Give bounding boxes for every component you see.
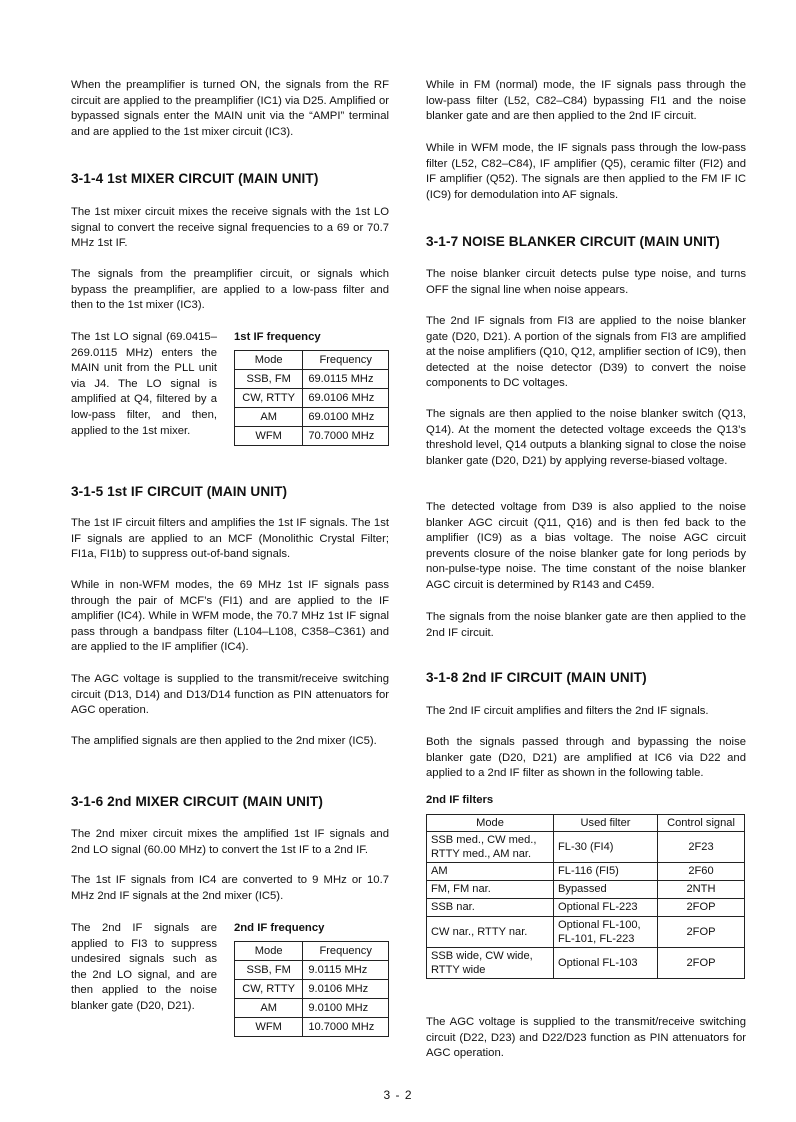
cell-mode: SSB med., CW med., RTTY med., AM nar.	[427, 831, 554, 862]
table-row	[427, 831, 745, 862]
filters-table	[426, 814, 745, 979]
cell-frequency: 70.7000 MHz	[303, 426, 389, 445]
paragraph-1st-lo: The 1st LO signal (69.0415–269.0115 MHz) enters the MAIN unit from the PLL unit via J4. The LO signal is amplified at Q4, filtered by a low-pass filter, and then, applied to the 1st mixer.	[71, 331, 217, 437]
cell-mode: AM	[235, 998, 303, 1017]
table-row	[427, 947, 745, 978]
heading-3-1-8: 3-1-8 2nd IF CIRCUIT (MAIN UNIT)	[426, 670, 647, 685]
cell-frequency: 10.7000 MHz	[303, 1017, 389, 1036]
cell-frequency: 69.0100 MHz	[303, 407, 389, 426]
paragraph-nb-4: The detected voltage from D39 is also applied to the noise blanker AGC circuit (Q11, Q16) and is then fed back to the amplifier (IC9) as a bias voltage. The noise AGC circuit prevents closure of the noise blanker gate for long periods by non-pulse-type noise. The time constant of the noise blanker AGC circuit is determined by R143 and C459.	[426, 501, 746, 591]
cell-control: 2FOP	[658, 898, 745, 916]
paragraph-mixer-1: The 1st mixer circuit mixes the receive signals with the 1st LO signal to convert the receive signal frequencies to a 69 or 70.7 MHz 1st IF.	[71, 206, 389, 250]
table-2nd-if-frequency	[234, 921, 389, 1037]
table-row	[427, 862, 745, 880]
cell-filter: Optional FL-100, FL-101, FL-223	[554, 916, 658, 947]
frequency-table	[234, 350, 389, 446]
cell-mode: SSB, FM	[235, 960, 303, 979]
cell-control: 2FOP	[658, 916, 745, 947]
paragraph-2nd-if-2: Both the signals passed through and bypassing the noise blanker gate (D20, D21) are amplified at IC6 via D22 and applied to a 2nd IF filter as shown in the following table.	[426, 736, 746, 780]
cell-control: 2FOP	[658, 947, 745, 978]
paragraph-nb-1: The noise blanker circuit detects pulse type noise, and turns OFF the signal line when noise appears.	[426, 268, 746, 296]
table-caption: 1st IF frequency	[234, 331, 321, 343]
paragraph-2nd-mixer-2: The 1st IF signals from IC4 are converted to 9 MHz or 10.7 MHz 2nd IF signals at the 2nd mixer (IC5).	[71, 874, 389, 902]
cell-frequency: 69.0115 MHz	[303, 369, 389, 388]
paragraph-1st-if-3: The AGC voltage is supplied to the transmit/receive switching circuit (D13, D14) and D13/D14 function as PIN attenuators for AGC operation.	[71, 673, 389, 717]
table-row	[235, 388, 389, 407]
heading-3-1-6: 3-1-6 2nd MIXER CIRCUIT (MAIN UNIT)	[71, 794, 323, 809]
table-2nd-if-filters	[426, 793, 746, 979]
col-header: Mode	[235, 350, 303, 369]
cell-mode: WFM	[235, 426, 303, 445]
paragraph-2nd-mixer-3: The 2nd IF signals are applied to FI3 to suppress undesired signals such as the 2nd LO signal, and are then applied to the noise blanker gate (D20, D21).	[71, 922, 217, 1012]
paragraph-nb-5: The signals from the noise blanker gate are then applied to the 2nd IF circuit.	[426, 611, 746, 639]
col-header: Control signal	[658, 814, 745, 831]
col-header: Mode	[427, 814, 554, 831]
table-row	[235, 1017, 389, 1036]
cell-mode: SSB wide, CW wide, RTTY wide	[427, 947, 554, 978]
cell-mode: WFM	[235, 1017, 303, 1036]
cell-mode: CW nar., RTTY nar.	[427, 916, 554, 947]
cell-filter: FL-30 (FI4)	[554, 831, 658, 862]
paragraph-2nd-if-1: The 2nd IF circuit amplifies and filters the 2nd IF signals.	[426, 705, 709, 717]
table-row	[235, 960, 389, 979]
paragraph-wfm-mode: While in WFM mode, the IF signals pass through the low-pass filter (L52, C82–C84), IF amplifier (Q5), ceramic filter (FI2) and IF amplifier (Q52). The signals are then applied to the FM IF IC (IC9) for demodulation into AF signals.	[426, 142, 746, 201]
col-header: Frequency	[303, 350, 389, 369]
cell-mode: AM	[427, 862, 554, 880]
cell-control: 2NTH	[658, 880, 745, 898]
paragraph-1st-if-1: The 1st IF circuit filters and amplifies the 1st IF signals. The 1st IF signals are applied to an MCF (Monolithic Crystal Filter; FI1a, FI1b) to suppress out-of-band signals.	[71, 517, 389, 561]
cell-mode: CW, RTTY	[235, 979, 303, 998]
paragraph-preamp: When the preamplifier is turned ON, the signals from the RF circuit are applied to the preamplifier (IC1) via D25. Amplified or bypassed signals enter the MAIN unit via the “AMPI” terminal and are applied to the 1st mixer circuit (IC3).	[71, 79, 389, 138]
cell-mode: FM, FM nar.	[427, 880, 554, 898]
cell-frequency: 9.0115 MHz	[303, 960, 389, 979]
table-row	[235, 426, 389, 445]
col-header: Mode	[235, 941, 303, 960]
frequency-table	[234, 941, 389, 1037]
table-caption: 2nd IF filters	[426, 794, 494, 806]
cell-frequency: 69.0106 MHz	[303, 388, 389, 407]
cell-control: 2F60	[658, 862, 745, 880]
paragraph-fm-mode: While in FM (normal) mode, the IF signals pass through the low-pass filter (L52, C82–C84) bypassing FI1 and the noise blanker gate and are then applied to the 2nd IF circuit.	[426, 79, 746, 123]
heading-3-1-4: 3-1-4 1st MIXER CIRCUIT (MAIN UNIT)	[71, 171, 319, 186]
heading-3-1-5: 3-1-5 1st IF CIRCUIT (MAIN UNIT)	[71, 484, 288, 499]
table-row	[427, 898, 745, 916]
col-header: Used filter	[554, 814, 658, 831]
table-row	[235, 407, 389, 426]
paragraph-mixer-2: The signals from the preamplifier circuit, or signals which bypass the preamplifier, are applied to a low-pass filter and then to the 1st mixer (IC3).	[71, 268, 389, 312]
cell-frequency: 9.0106 MHz	[303, 979, 389, 998]
paragraph-1st-if-2: While in non-WFM modes, the 69 MHz 1st IF signals pass through the pair of MCF’s (FI1) and are applied to the IF amplifier (IC4). While in WFM mode, the 70.7 MHz 1st IF signal pass through a bandpass filter (L104–L108, C358–C361) and are applied to the IF amplifier (IC4).	[71, 579, 389, 654]
cell-filter: Optional FL-223	[554, 898, 658, 916]
table-row	[427, 880, 745, 898]
cell-mode: SSB, FM	[235, 369, 303, 388]
cell-mode: AM	[235, 407, 303, 426]
table-row	[235, 979, 389, 998]
table-row	[235, 369, 389, 388]
table-row	[235, 998, 389, 1017]
cell-filter: Optional FL-103	[554, 947, 658, 978]
cell-filter: FL-116 (FI5)	[554, 862, 658, 880]
page-number: 3 - 2	[383, 1088, 413, 1102]
table-1st-if-frequency	[234, 330, 389, 446]
col-header: Frequency	[303, 941, 389, 960]
paragraph-agc: The AGC voltage is supplied to the transmit/receive switching circuit (D22, D23) and D22/D23 function as PIN attenuators for AGC operation.	[426, 1016, 746, 1060]
table-row	[427, 916, 745, 947]
table-caption: 2nd IF frequency	[234, 922, 325, 934]
paragraph-2nd-mixer-1: The 2nd mixer circuit mixes the amplified 1st IF signals and 2nd LO signal (60.00 MHz) to convert the 1st IF to a 2nd IF.	[71, 828, 389, 856]
cell-mode: SSB nar.	[427, 898, 554, 916]
heading-3-1-7: 3-1-7 NOISE BLANKER CIRCUIT (MAIN UNIT)	[426, 234, 720, 249]
paragraph-nb-3: The signals are then applied to the noise blanker switch (Q13, Q14). At the moment the detected voltage exceeds the Q13’s threshold level, Q14 outputs a blanking signal to close the noise blanker gate (D20, D21) by applying reverse-biased voltage.	[426, 408, 746, 467]
cell-mode: CW, RTTY	[235, 388, 303, 407]
cell-frequency: 9.0100 MHz	[303, 998, 389, 1017]
paragraph-nb-2: The 2nd IF signals from FI3 are applied to the noise blanker gate (D20, D21). A portion of the signals from FI3 are amplified at the noise amplifiers (Q10, Q12, amplifier section of IC9), then detected at the noise detector (D39) to convert the noise components to DC voltages.	[426, 315, 746, 390]
paragraph-1st-if-4: The amplified signals are then applied to the 2nd mixer (IC5).	[71, 735, 377, 747]
cell-filter: Bypassed	[554, 880, 658, 898]
cell-control: 2F23	[658, 831, 745, 862]
